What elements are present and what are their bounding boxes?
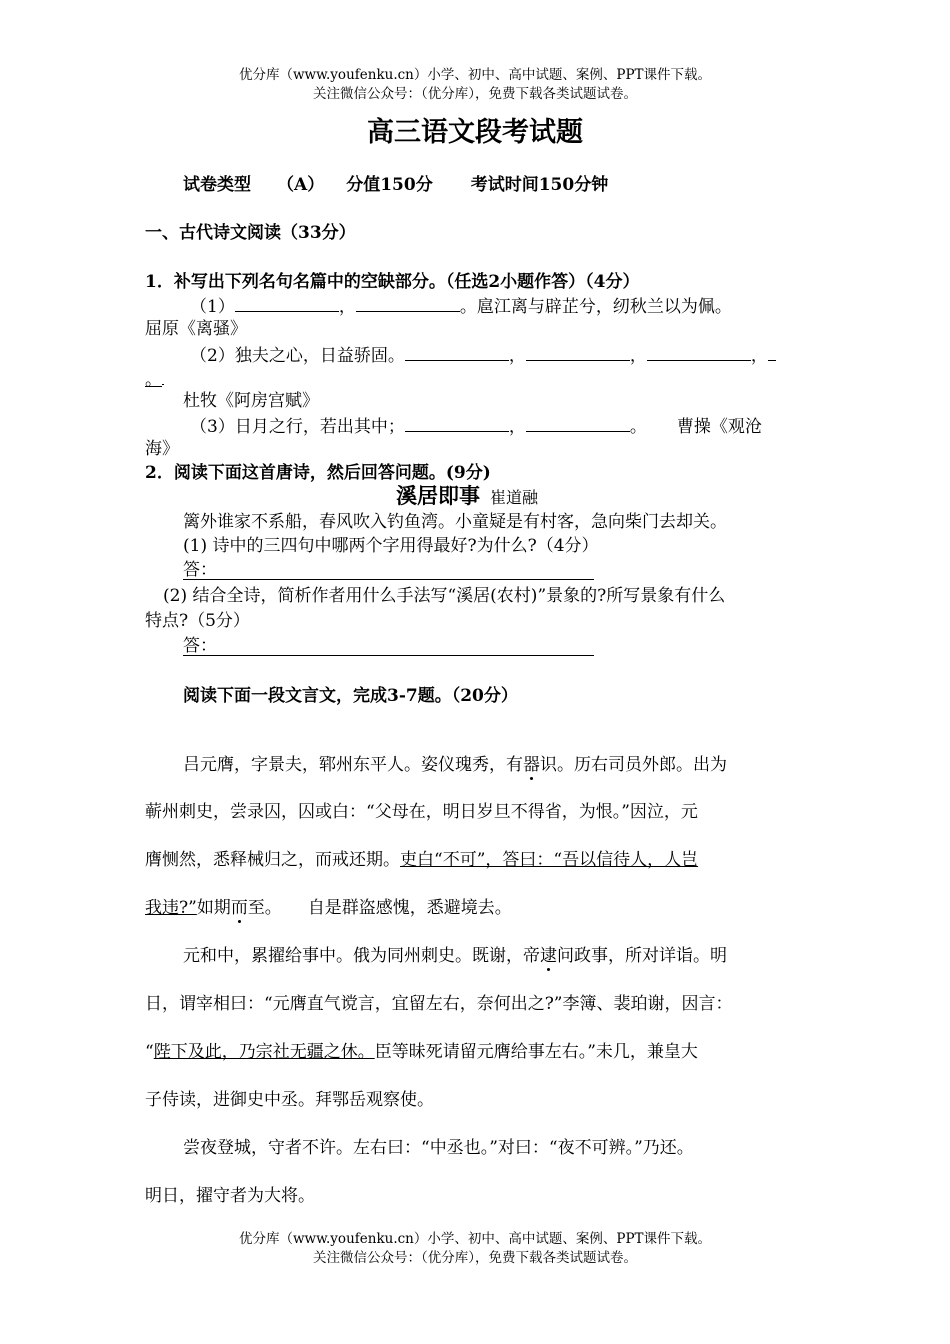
q1-item-3-source-b: 海》 xyxy=(145,439,179,459)
q1-item-2-text: （2）独夫之心，日益骄固。 xyxy=(190,346,405,366)
dotted-character: 逮 xyxy=(540,946,557,966)
answer-blank[interactable] xyxy=(526,413,630,432)
paragraph-3-line-2: 明日，擢守者为大将。 xyxy=(145,1186,315,1206)
q1-item-3 xyxy=(190,413,762,439)
footer-line-2: 关注微信公众号：（优分库），免费下载各类试题试卷。 xyxy=(313,1250,637,1266)
answer-label-2: 答： xyxy=(183,636,217,656)
exam-time: 考试时间150分钟 xyxy=(470,175,609,195)
underlined-sentence: 陛下及此，乃宗社无疆之休。 xyxy=(153,1042,375,1062)
text-run: “ xyxy=(145,1042,154,1062)
header-line-1: 优分库（www.youfenku.cn）小学、初中、高中试题、案例、PPT课件下载。 xyxy=(238,67,712,83)
q1-item-1-source: 屈原《离骚》 xyxy=(145,319,247,339)
q1-item-2-end: 。 xyxy=(145,370,162,390)
text-run: 元和中，累擢给事中。俄为同州刺史。既谢，帝 xyxy=(183,946,540,966)
answer-label-1: 答： xyxy=(183,560,217,580)
paragraph-1-line-2: 蕲州刺史，尝录囚，囚或白：“父母在，明日岁旦不得省，为恨。”因泣，元 xyxy=(145,802,698,822)
q1-item-2-tail xyxy=(145,366,164,392)
q2-sub-2-a: (2) 结合全诗，简析作者用什么手法写“溪居(农村)”景象的?所写景象有什么 xyxy=(163,586,726,606)
paragraph-2-line-3 xyxy=(145,1040,698,1064)
answer-blank[interactable] xyxy=(647,342,751,361)
poem-text: 篱外谁家不系船，春风吹入钓鱼湾。小童疑是有村客，急向柴门去却关。 xyxy=(183,512,727,532)
q1-item-3-end: 。 xyxy=(629,417,647,437)
q1-item-3-source-a: 曹操《观沧 xyxy=(676,417,762,437)
q1-item-2-source: 杜牧《阿房宫赋》 xyxy=(183,391,319,411)
header-line-2: 关注微信公众号：（优分库），免费下载各类试题试卷。 xyxy=(313,86,637,102)
exam-type-label: 试卷类型 xyxy=(183,175,251,195)
answer-line-1[interactable] xyxy=(183,579,594,580)
comma: ， xyxy=(508,417,526,437)
q1-item-1 xyxy=(190,293,732,319)
text-run: 臣等昧死请留元膺给事左右。”未几，兼皇大 xyxy=(374,1042,698,1062)
exam-info xyxy=(183,173,608,197)
q2-stem: 2．阅读下面这首唐诗，然后回答问题。(9分) xyxy=(145,463,491,483)
answer-line-2[interactable] xyxy=(183,655,594,656)
q1-item-3-text: （3）日月之行，若出其中； xyxy=(190,417,405,437)
q2-sub-2-b: 特点?（5分） xyxy=(145,611,250,631)
answer-blank[interactable] xyxy=(526,342,630,361)
paragraph-1-line-4 xyxy=(145,896,512,920)
section-heading: 一、古代诗文阅读（33分） xyxy=(145,223,356,243)
exam-score: 分值150分 xyxy=(346,175,433,195)
text-run: 至。 xyxy=(247,898,282,918)
dotted-character: 而 xyxy=(230,898,248,918)
classical-intro: 阅读下面一段文言文，完成3-7题。（20分） xyxy=(183,686,518,706)
q1-item-1-text: 。扈江离与辟芷兮，纫秋兰以为佩。 xyxy=(459,297,732,317)
text-run: 膺恻然，悉释械归之，而戒还期。 xyxy=(145,850,400,870)
q1-item-2 xyxy=(190,342,776,368)
underlined-sentence: 我违?” xyxy=(145,898,197,918)
footer-line-1: 优分库（www.youfenku.cn）小学、初中、高中试题、案例、PPT课件下载。 xyxy=(238,1231,712,1247)
exam-type-value: （A） xyxy=(277,175,325,195)
text-run: 吕元膺，字景夫，郓州东平人。姿仪瑰秀，有 xyxy=(183,755,523,775)
answer-blank[interactable] xyxy=(768,342,776,361)
text-run: 如期 xyxy=(196,898,231,918)
paragraph-1-line-1 xyxy=(183,753,727,777)
underlined-sentence: 吏白“不可”，答曰：“吾以信待人，人岂 xyxy=(400,850,699,870)
text-run: 识。历右司员外郎。出为 xyxy=(540,755,727,775)
comma: ， xyxy=(338,297,356,317)
q2-sub-1: (1) 诗中的三四句中哪两个字用得最好?为什么?（4分） xyxy=(183,536,599,556)
comma: ， xyxy=(508,346,526,366)
paragraph-2-line-2: 日，谓宰相曰：“元膺直气谠言，宜留左右，奈何出之?”李簿、裴珀谢，因言： xyxy=(145,994,733,1014)
poem-title: 溪居即事 xyxy=(396,483,480,508)
answer-blank[interactable] xyxy=(405,413,509,432)
poem-author: 崔道融 xyxy=(490,488,539,507)
poem-heading xyxy=(396,484,538,510)
paragraph-1-line-3 xyxy=(145,848,698,872)
answer-blank[interactable] xyxy=(405,342,509,361)
comma: ， xyxy=(629,346,647,366)
q1-item-1-number: （1） xyxy=(190,297,235,317)
q1-stem: 1．补写出下列名句名篇中的空缺部分。（任选2小题作答）（4分） xyxy=(145,272,640,292)
paragraph-3-line-1: 尝夜登城，守者不许。左右曰：“中丞也。”对曰：“夜不可辨。”乃还。 xyxy=(183,1138,694,1158)
paragraph-2-line-4: 子侍读，进御史中丞。拜鄂岳观察使。 xyxy=(145,1090,434,1110)
answer-blank[interactable] xyxy=(162,366,164,385)
text-run: 问政事，所对详诣。明 xyxy=(557,946,727,966)
comma: ， xyxy=(750,346,768,366)
paragraph-2-line-1 xyxy=(183,944,727,968)
answer-blank[interactable] xyxy=(235,293,339,312)
text-run: 自是群盗感愧，悉避境去。 xyxy=(307,898,512,918)
dotted-character: 器 xyxy=(523,755,540,775)
answer-blank[interactable] xyxy=(356,293,460,312)
page-title: 高三语文段考试题 xyxy=(367,117,583,148)
